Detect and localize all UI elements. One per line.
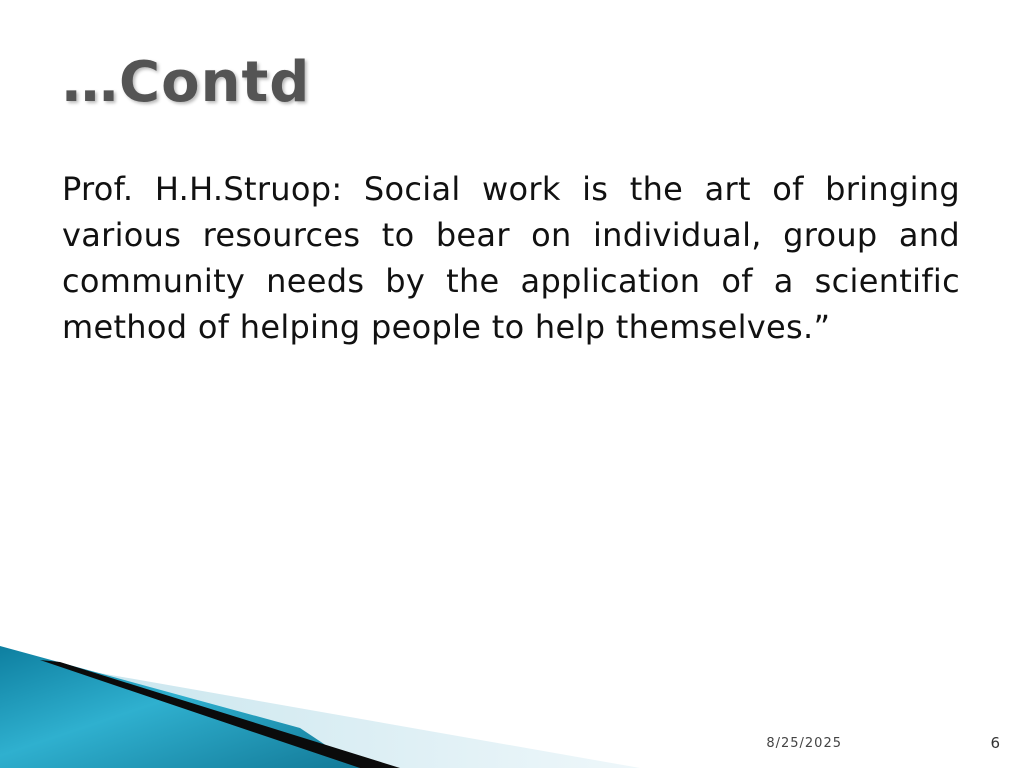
slide-body-text: Prof. H.H.Struop: Social work is the art of bringing various resources to bear on individual, group and community needs by the application of a scientific method of helping people to help themselves.”: [62, 170, 960, 346]
footer-date: 8/25/2025: [766, 736, 842, 751]
decorative-corner-swoosh: [0, 640, 640, 768]
footer-page-number: 6: [990, 734, 1000, 752]
slide-title: …Contd: [62, 50, 311, 115]
